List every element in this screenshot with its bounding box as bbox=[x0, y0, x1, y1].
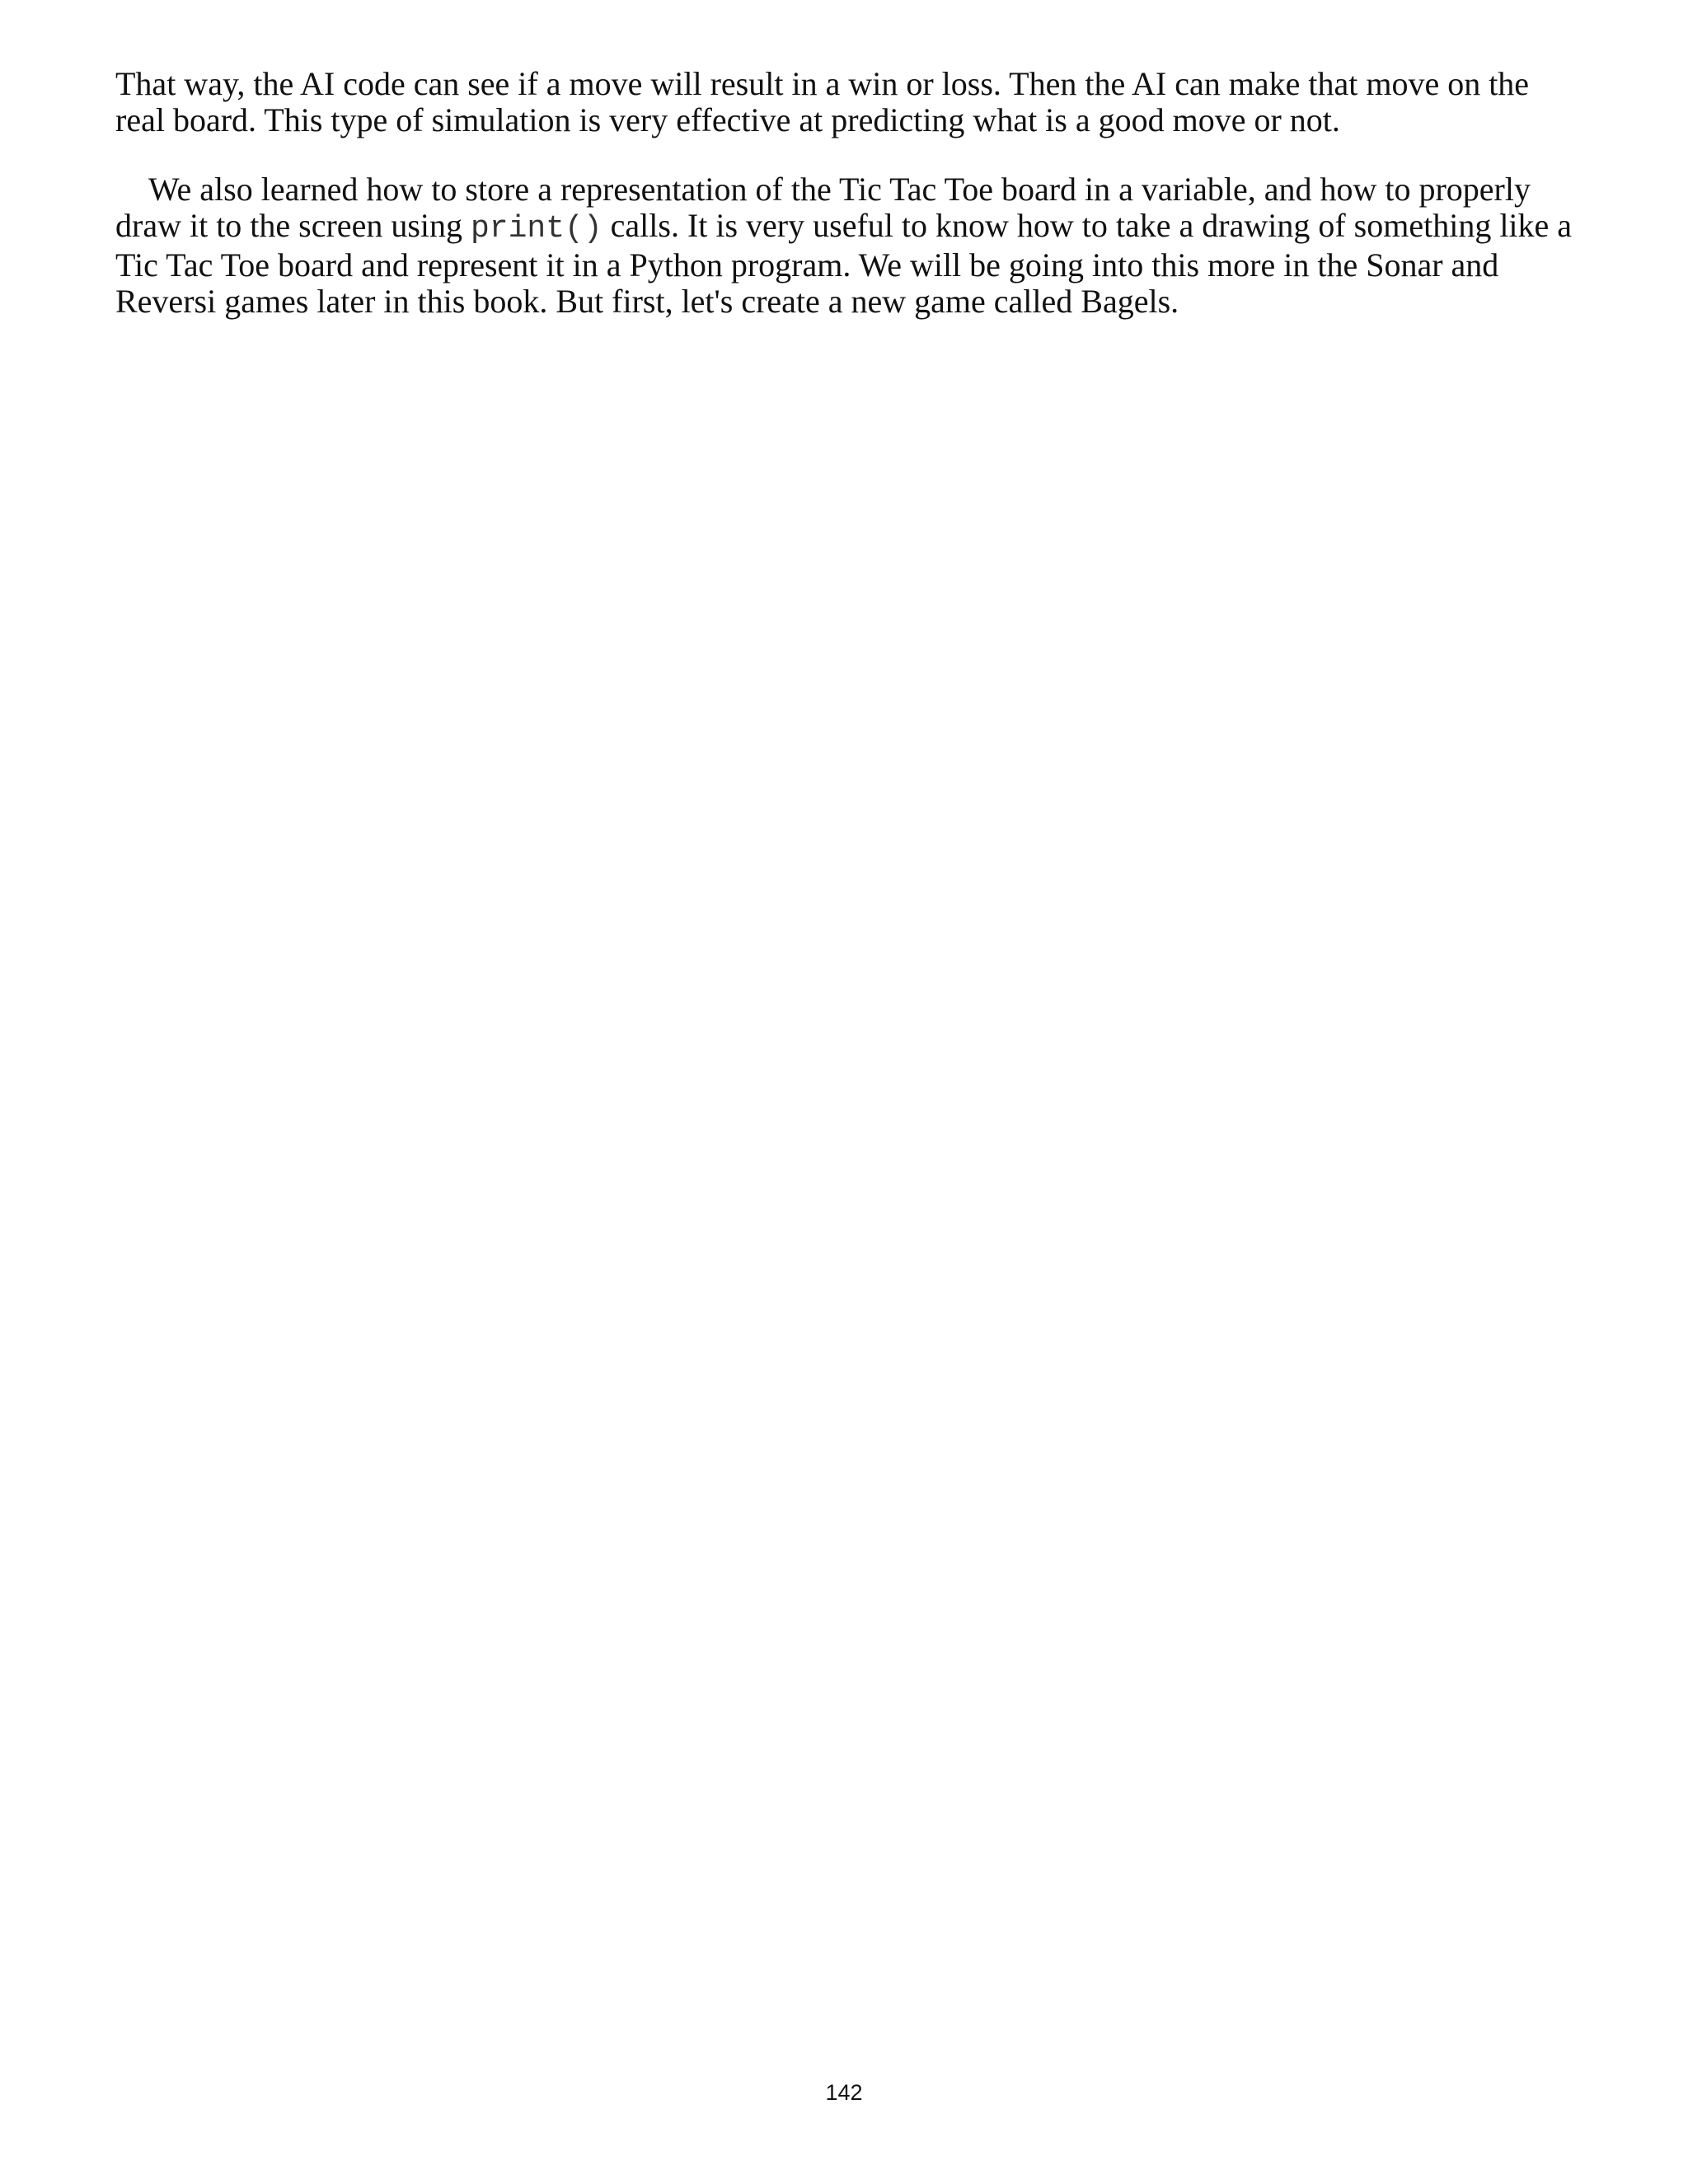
page-number: 142 bbox=[825, 2080, 863, 2105]
paragraph-ai-simulation bbox=[115, 66, 1582, 138]
inline-code-print: print() bbox=[471, 211, 603, 246]
paragraph-board-representation bbox=[115, 171, 1582, 320]
paragraph-text: That way, the AI code can see if a move will result in a win or loss. Then the AI can make that move on the real board. This type of simulation is very effective at predicting what is a good move or not. bbox=[115, 65, 1530, 138]
body-text bbox=[115, 66, 1582, 320]
paragraph-text-before-code: We also learned how to store a representation of the Tic Tac Toe board in a variable, and how to properly draw it to the screen using bbox=[115, 171, 1531, 244]
paragraph-text-after-code: calls. It is very useful to know how to take a drawing of something like a Tic Tac Toe board and represent it in a Python program. We will be going into this more in the Sonar and Reversi games later in this book. But first, let's create a new game called Bagels. bbox=[115, 207, 1573, 320]
